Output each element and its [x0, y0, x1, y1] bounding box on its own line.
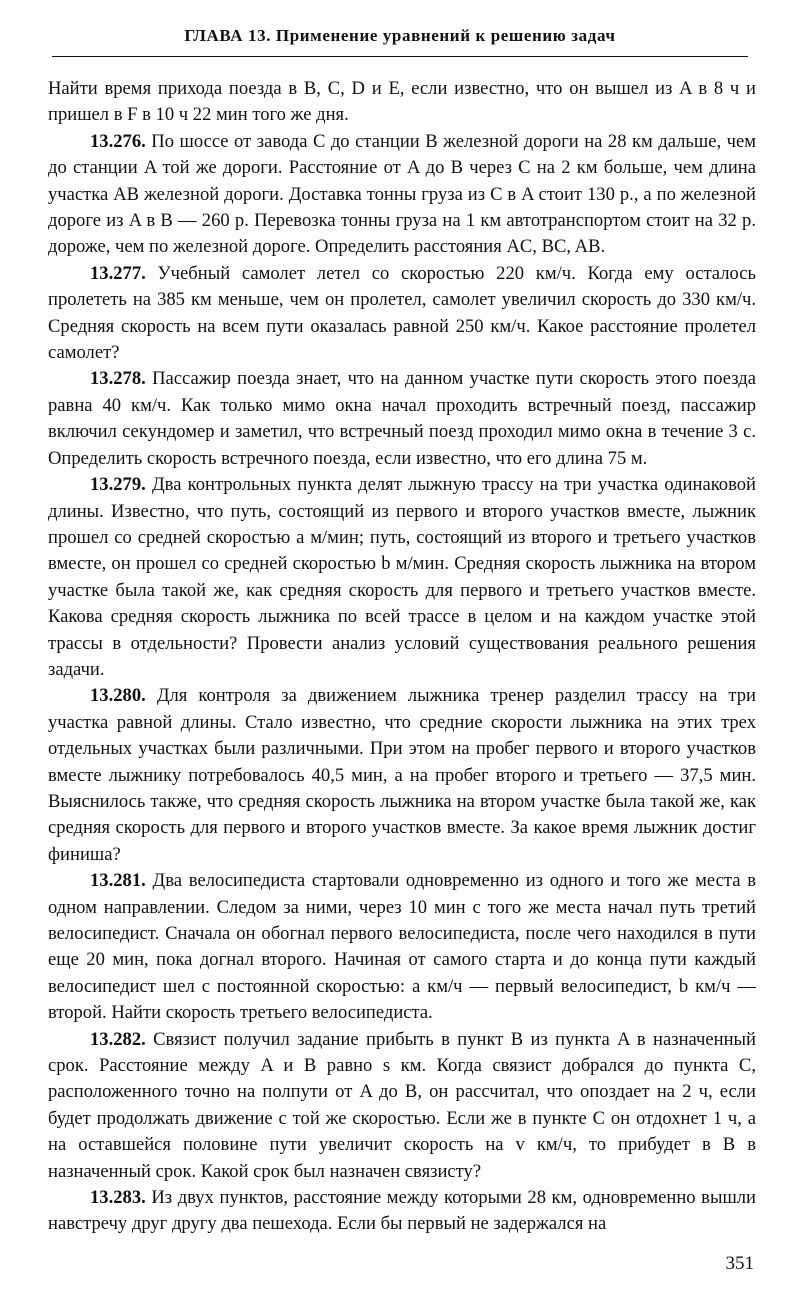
chapter-header: ГЛАВА 13. Применение уравнений к решению задач: [52, 26, 748, 57]
page-number: 351: [725, 1253, 754, 1274]
problem-13-283: [48, 1185, 756, 1238]
problem-number: 13.277.: [90, 262, 146, 284]
problem-text: Связист получил задание прибыть в пункт B из пункта A в назначенный срок. Расстояние между A и B равно s км. Когда связист добрался до пункта C, расположенного точно на полпути от A до B, он рассчитал, что опоздает на 2 ч, если будет продолжать движение с той же скоростью. Если же в пункте C он отдохнет 1 ч, а на оставшейся половине пути увеличит скорость на v км/ч, то прибудет в B в назначенный срок. Какой срок был назначен связисту?: [48, 1028, 756, 1182]
problem-13-278: [48, 366, 756, 472]
problem-13-279: [48, 472, 756, 683]
problem-13-280: [48, 683, 756, 868]
problem-number: 13.282.: [90, 1028, 146, 1050]
problem-text: Два велосипедиста стартовали одновременно из одного и того же места в одном направлении. Следом за ними, через 10 мин с того же места начал путь третий велосипедист. Сначала он обогнал первого велосипедиста, после чего находился в пути еще 20 мин, пока догнал второго. Начиная от самого старта и до конца пути каждый велосипедист шел с постоянной скоростью: a км/ч — первый велосипедист, b км/ч — второй. Найти скорость третьего велосипедиста.: [48, 870, 756, 1024]
problem-text: Пассажир поезда знает, что на данном участке пути скорость этого поезда равна 40 км/ч. Как только мимо окна начал проходить встречный поезд, пассажир включил секундомер и заметил, что встречный поезд проходил мимо окна в течение 3 с. Определить скорость встречного поезда, если известно, что его длина 75 м.: [48, 368, 756, 469]
problem-13-277: [48, 261, 756, 367]
intro-paragraph: Найти время прихода поезда в B, C, D и E, если известно, что он вышел из A в 8 ч и пришел в F в 10 ч 22 мин того же дня.: [48, 78, 756, 126]
problem-text: По шоссе от завода C до станции B железной дороги на 28 км дальше, чем до станции A той же дороги. Расстояние от A до B через C на 2 км больше, чем длина участка AB железной дороги. Доставка тонны груза из C в A стоит 130 р., а по железной дороге из A в B — 260 р. Перевозка тонны груза на 1 км автотранспортом стоит на 32 р. дороже, чем по железной дороге. Определить расстояния AC, BC, AB.: [48, 130, 756, 258]
problem-number: 13.283.: [90, 1187, 146, 1209]
problem-number: 13.278.: [90, 368, 146, 390]
problem-text: Из двух пунктов, расстояние между которыми 28 км, одновременно вышли навстречу друг другу два пешехода. Если бы первый не задержался на: [48, 1187, 756, 1235]
problem-number: 13.281.: [90, 870, 146, 892]
page-body: [48, 76, 756, 1238]
problem-number: 13.279.: [90, 474, 146, 496]
problem-text: Учебный самолет летел со скоростью 220 км/ч. Когда ему осталось пролететь на 385 км меньше, чем он пролетел, самолет увеличил скорость до 330 км/ч. Средняя скорость на всем пути оказалась равной 250 км/ч. Какое расстояние пролетел самолет?: [48, 262, 756, 364]
problem-text: Для контроля за движением лыжника тренер разделил трассу на три участка равной длины. Стало известно, что средние скорости лыжника на этих трех отдельных участках были различными. При этом на пробег первого и второго участков вместе лыжнику потребовалось 40,5 мин, а на пробег второго и третьего — 37,5 мин. Выяснилось также, что средняя скорость лыжника на втором участке была такой же, как средняя скорость для первого и второго участков вместе. За какое время лыжник достиг финиша?: [48, 685, 756, 865]
problem-13-276: [48, 129, 756, 261]
problem-text: Два контрольных пункта делят лыжную трассу на три участка одинаковой длины. Известно, что путь, состоящий из первого и второго участков вместе, лыжник прошел со средней скоростью a м/мин; путь, состоящий из второго и третьего участков вместе, он прошел со средней скоростью b м/мин. Средняя скорость лыжника на втором участке была такой же, как средняя скорость для первого и третьего участков вместе. Какова средняя скорость лыжника по всей трассе в целом и на каждом участке этой трассы в отдельности? Провести анализ условий существования реального решения задачи.: [48, 474, 756, 680]
problem-number: 13.276.: [90, 130, 146, 152]
problem-13-282: [48, 1027, 756, 1185]
problem-number: 13.280.: [90, 685, 146, 707]
problem-13-281: [48, 868, 756, 1026]
